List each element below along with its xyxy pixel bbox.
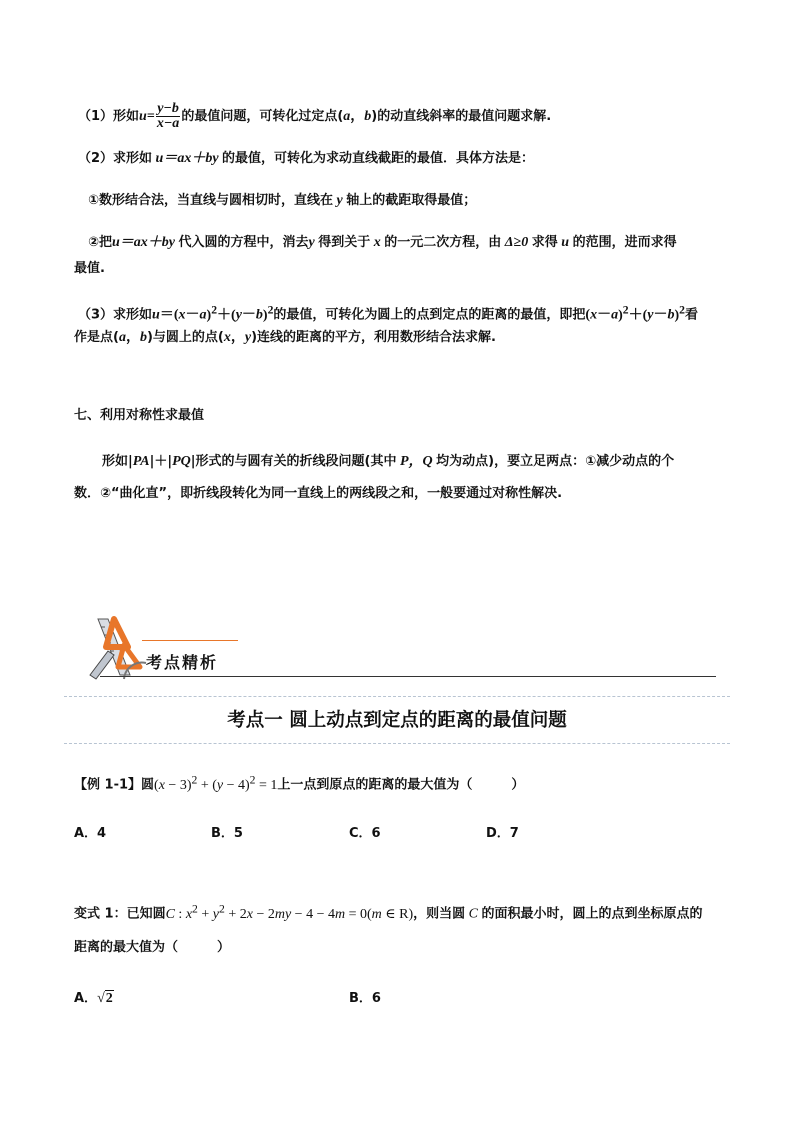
paragraph-6: 形如|PA|＋|PQ|形式的与圆有关的折线段问题(其中 P，Q 均为动点)，要立足两点：①减少动点的个 (102, 454, 675, 469)
banner-underline (100, 676, 716, 677)
dashed-divider-bottom (64, 743, 730, 744)
paragraph-1: （1）形如u= $\frac{y-b}{x-a}$ 的最值问题，可转化过定点(a，b)的动直线斜率的最值问题求解. (78, 101, 552, 131)
fraction: $\frac{y-b}{x-a}$ (156, 101, 180, 131)
variant-1-cont: 距离的最大值为（ ） (74, 940, 231, 955)
option-b[interactable]: B．5 (211, 826, 243, 841)
circle-equation: $(x - 3)^2 + (y - 4)^2 = 1$ (154, 773, 278, 793)
variant-1: 变式 1：已知圆C : $x^2 + y^2 + 2x - 2my - 4 - 4m = 0(m$ ∈ R)，则当圆 C 的面积最小时，圆上的点到坐标原点的 (74, 902, 703, 922)
paragraph-3: ①数形结合法，当直线与圆相切时，直线在 y 轴上的截距取得最值； (88, 193, 477, 208)
option-a[interactable]: A．4 (74, 826, 107, 841)
ruler-compass-icon (84, 615, 154, 683)
topic-title: 考点一 圆上动点到定点的距离的最值问题 (227, 710, 567, 731)
banner-label: 考点精析 (146, 653, 219, 672)
formula-u-frac: u (139, 109, 147, 124)
paragraph-5: （3）求形如$u=(x-a)^2+(y-b)^2$的最值，可转化为圆上的点到定点的距离的最值，即把$(x-a)^2+(y-b)^2$看 (78, 303, 698, 323)
example-tag: 【例 1-1】 (74, 777, 142, 793)
banner-accent-line (142, 640, 238, 641)
dashed-divider-top (64, 696, 730, 697)
variant-option-b[interactable]: B．6 (349, 991, 381, 1006)
option-c[interactable]: C．6 (349, 826, 381, 841)
paragraph-5-cont: 作是点(a，b)与圆上的点(x，y)连线的距离的平方，利用数形结合法求解. (74, 330, 496, 345)
example-1-1: 【例 1-1】圆$(x - 3)^2 + (y - 4)^2 = 1$上一点到原点的距离的最大值为（ ） (74, 773, 525, 793)
paragraph-6-cont: 数．②“曲化直”，即折线段转化为同一直线上的两线段之和，一般要通过对称性解决. (74, 486, 563, 501)
paragraph-4-cont: 最值. (74, 261, 105, 276)
formula-u-ax-by: u＝ax＋by (152, 151, 223, 166)
section-heading-7: 七、利用对称性求最值 (74, 408, 205, 423)
paragraph-4: ②把u＝ax＋by 代入圆的方程中，消去y 得到关于 x 的一元二次方程，由 Δ≥0 求得 u 的范围，进而求得 (88, 235, 677, 250)
circle-c-equation: C : $x^2 + y^2 + 2x - 2my - 4 - 4m = 0(m$ ∈ R) (165, 902, 414, 922)
option-d[interactable]: D．7 (486, 826, 519, 841)
paragraph-2: （2）求形如 u＝ax＋by 的最值，可转化为求动直线截距的最值．具体方法是： (78, 151, 535, 166)
sqrt-value: √2 (97, 991, 113, 1006)
variant-option-a[interactable]: A．√2 (74, 991, 113, 1006)
